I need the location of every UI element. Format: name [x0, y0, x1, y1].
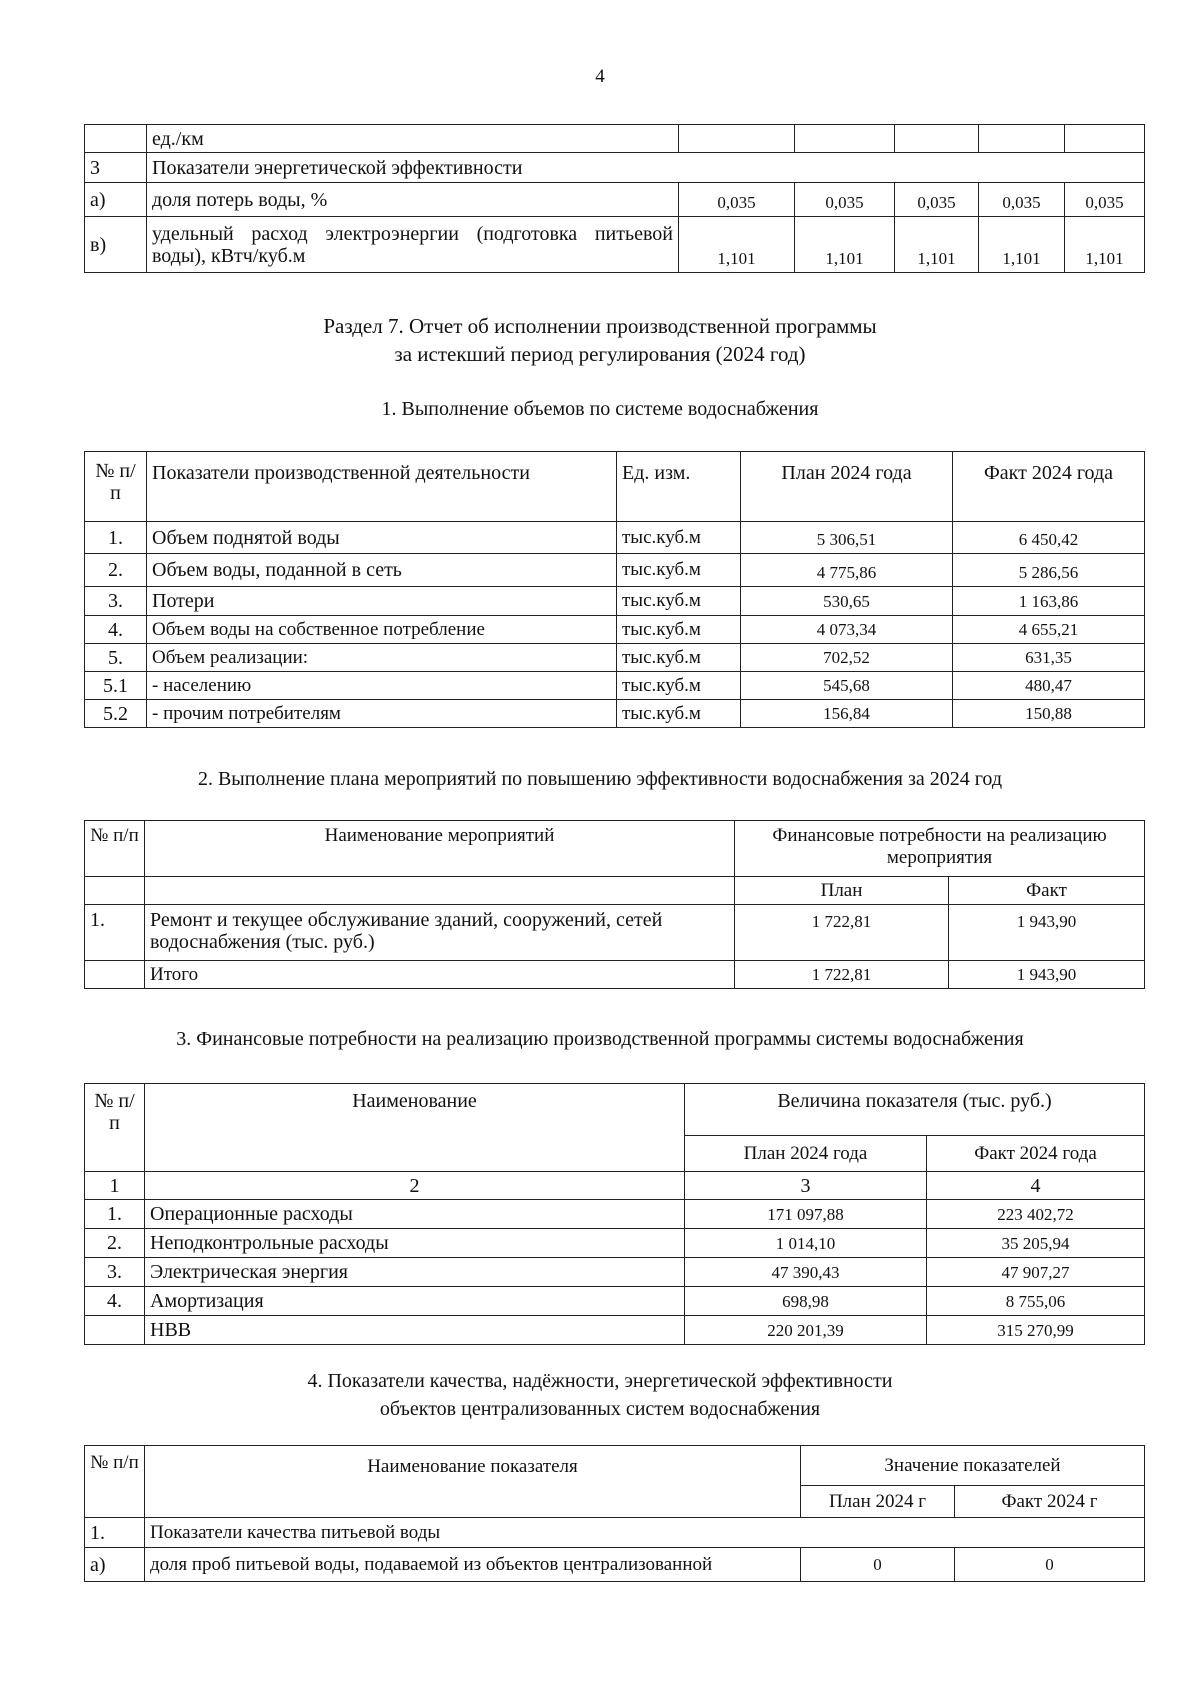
table-2-measures [84, 820, 1145, 989]
row-number: а) [85, 183, 147, 217]
row-name: НВВ [145, 1316, 685, 1345]
table-row [85, 1548, 1145, 1582]
row-number: 1. [85, 522, 147, 554]
col-header-name: Наименование показателя [145, 1446, 801, 1518]
value-cell [1065, 125, 1145, 153]
row-name: Показатели энергетической эффективности [147, 153, 1145, 183]
row-number: 4. [85, 1287, 145, 1316]
value-cell: 1,101 [979, 217, 1065, 273]
table-2-heading: 2. Выполнение плана мероприятий по повышению эффективности водоснабжения за 2024 год [197, 768, 1003, 790]
row-number: 1. [85, 1518, 145, 1548]
value-cell [979, 125, 1065, 153]
row-number: 3 [85, 153, 147, 183]
col-header-plan: План [735, 877, 949, 905]
row-fact: 47 907,27 [927, 1258, 1145, 1287]
value-cell [895, 125, 979, 153]
row-number: 5.2 [85, 700, 147, 728]
col-number: 3 [685, 1172, 927, 1200]
table-header-row [85, 452, 1145, 522]
row-number: 3. [85, 1258, 145, 1287]
table-row [85, 1287, 1145, 1316]
table-row [85, 1316, 1145, 1345]
col-header-num: № п/п [85, 1446, 145, 1518]
table-row [85, 183, 1145, 217]
table-header-row [85, 877, 1145, 905]
row-plan: 156,84 [741, 700, 953, 728]
row-unit: тыс.куб.м [617, 587, 741, 616]
col-header-plan: План 2024 года [741, 452, 953, 522]
table-row [85, 1518, 1145, 1548]
row-fact: 1 943,90 [949, 905, 1145, 961]
row-plan: 5 306,51 [741, 522, 953, 554]
row-number: 2. [85, 554, 147, 587]
row-unit: тыс.куб.м [617, 522, 741, 554]
row-number: а) [85, 1548, 145, 1582]
table-row [85, 644, 1145, 672]
table-row [85, 905, 1145, 961]
row-plan: 4 073,34 [741, 616, 953, 644]
value-cell: 1,101 [679, 217, 795, 273]
col-header-plan: План 2024 года [685, 1136, 927, 1172]
row-fact: 223 402,72 [927, 1200, 1145, 1229]
row-number: в) [85, 217, 147, 273]
value-cell: 0,035 [679, 183, 795, 217]
row-plan: 47 390,43 [685, 1258, 927, 1287]
row-name: Неподконтрольные расходы [145, 1229, 685, 1258]
row-name: доля потерь воды, % [147, 183, 679, 217]
value-cell: 1,101 [895, 217, 979, 273]
row-plan: 545,68 [741, 672, 953, 700]
col-number: 4 [927, 1172, 1145, 1200]
page-number: 4 [595, 66, 605, 87]
empty-cell [85, 877, 145, 905]
row-name: Амортизация [145, 1287, 685, 1316]
row-fact: 480,47 [953, 672, 1145, 700]
row-plan: 1 722,81 [735, 961, 949, 989]
row-plan: 698,98 [685, 1287, 927, 1316]
col-header-values: Значение показателей [801, 1446, 1145, 1486]
column-number-row [85, 1172, 1145, 1200]
table-1-volumes [84, 451, 1145, 728]
table-row [85, 522, 1145, 554]
row-plan: 530,65 [741, 587, 953, 616]
value-cell [795, 125, 895, 153]
row-fact: 5 286,56 [953, 554, 1145, 587]
table-1-heading: 1. Выполнение объемов по системе водоснабжения [381, 398, 819, 420]
row-plan: 220 201,39 [685, 1316, 927, 1345]
table-row [85, 1258, 1145, 1287]
row-number [85, 125, 147, 153]
value-cell: 0,035 [979, 183, 1065, 217]
table-row [85, 125, 1145, 153]
row-fact: 150,88 [953, 700, 1145, 728]
row-number: 5. [85, 644, 147, 672]
value-cell: 1,101 [1065, 217, 1145, 273]
row-fact: 4 655,21 [953, 616, 1145, 644]
row-name: Операционные расходы [145, 1200, 685, 1229]
section-subtitle: за истекший период регулирования (2024 год) [394, 342, 806, 366]
col-header-name: Наименование [145, 1084, 685, 1172]
row-name: Объем реализации: [147, 644, 617, 672]
table-4-heading-line2: объектов централизованных систем водоснабжения [379, 1398, 821, 1420]
row-fact: 6 450,42 [953, 522, 1145, 554]
row-fact: 35 205,94 [927, 1229, 1145, 1258]
row-name: Потери [147, 587, 617, 616]
row-unit: тыс.куб.м [617, 700, 741, 728]
col-header-fin: Финансовые потребности на реализацию мероприятия [735, 821, 1145, 877]
row-plan: 702,52 [741, 644, 953, 672]
row-name: Объем поднятой воды [147, 522, 617, 554]
row-name: Электрическая энергия [145, 1258, 685, 1287]
table-3-finance [84, 1083, 1145, 1345]
col-header-fact: Факт 2024 года [953, 452, 1145, 522]
table-row [85, 554, 1145, 587]
col-header-fact: Факт 2024 г [955, 1486, 1145, 1518]
row-plan: 171 097,88 [685, 1200, 927, 1229]
table-row [85, 961, 1145, 989]
row-name: удельный расход электроэнергии (подготовка питьевой воды), кВтч/куб.м [147, 217, 679, 273]
row-fact: 1 943,90 [949, 961, 1145, 989]
row-name: Показатели качества питьевой воды [145, 1518, 1145, 1548]
row-name: Ремонт и текущее обслуживание зданий, сооружений, сетей водоснабжения (тыс. руб.) [145, 905, 735, 961]
value-cell: 1,101 [795, 217, 895, 273]
row-number: 4. [85, 616, 147, 644]
row-plan: 1 014,10 [685, 1229, 927, 1258]
table-row [85, 587, 1145, 616]
row-number: 1. [85, 905, 145, 961]
row-number [85, 1316, 145, 1345]
row-unit: тыс.куб.м [617, 616, 741, 644]
row-number: 5.1 [85, 672, 147, 700]
table-header-row [85, 1446, 1145, 1486]
row-plan: 4 775,86 [741, 554, 953, 587]
row-unit: тыс.куб.м [617, 672, 741, 700]
row-number: 2. [85, 1229, 145, 1258]
row-name: Объем воды на собственное потребление [147, 616, 617, 644]
row-fact: 631,35 [953, 644, 1145, 672]
row-fact: 8 755,06 [927, 1287, 1145, 1316]
col-header-plan: План 2024 г [801, 1486, 955, 1518]
row-unit: тыс.куб.м [617, 644, 741, 672]
col-header-fact: Факт [949, 877, 1145, 905]
col-header-num: № п/п [85, 821, 145, 877]
col-number: 1 [85, 1172, 145, 1200]
row-name: ед./км [147, 125, 679, 153]
col-number: 2 [145, 1172, 685, 1200]
col-header-num: № п/п [85, 1084, 145, 1172]
row-number: 3. [85, 587, 147, 616]
col-header-num: № п/п [85, 452, 147, 522]
empty-cell [145, 877, 735, 905]
row-name: доля проб питьевой воды, подаваемой из объектов централизованной [145, 1548, 801, 1582]
table-row [85, 1229, 1145, 1258]
row-name: Итого [145, 961, 735, 989]
col-header-name: Наименование мероприятий [145, 821, 735, 877]
row-name: - населению [147, 672, 617, 700]
row-unit: тыс.куб.м [617, 554, 741, 587]
col-header-value: Величина показателя (тыс. руб.) [685, 1084, 1145, 1136]
table-row [85, 672, 1145, 700]
table-row [85, 1200, 1145, 1229]
row-fact: 1 163,86 [953, 587, 1145, 616]
table-row [85, 153, 1145, 183]
table-row [85, 616, 1145, 644]
table-3-heading: 3. Финансовые потребности на реализацию производственной программы системы водоснабжения [176, 1028, 1024, 1050]
row-number: 1. [85, 1200, 145, 1229]
row-fact: 315 270,99 [927, 1316, 1145, 1345]
row-plan: 0 [801, 1548, 955, 1582]
row-number [85, 961, 145, 989]
table-4-heading: 4. Показатели качества, надёжности, энергетической эффективности [307, 1370, 893, 1392]
row-plan: 1 722,81 [735, 905, 949, 961]
row-fact: 0 [955, 1548, 1145, 1582]
row-name: Объем воды, поданной в сеть [147, 554, 617, 587]
value-cell [679, 125, 795, 153]
row-name: - прочим потребителям [147, 700, 617, 728]
section-title: Раздел 7. Отчет об исполнении производственной программы [323, 314, 877, 338]
value-cell: 0,035 [895, 183, 979, 217]
col-header-fact: Факт 2024 года [927, 1136, 1145, 1172]
table-row [85, 700, 1145, 728]
table-row [85, 217, 1145, 273]
table-header-row [85, 1084, 1145, 1136]
table-4-quality [84, 1445, 1145, 1582]
table-header-row [85, 821, 1145, 877]
col-header-name: Показатели производственной деятельности [147, 452, 617, 522]
continuation-table [84, 124, 1145, 273]
col-header-unit: Ед. изм. [617, 452, 741, 522]
value-cell: 0,035 [1065, 183, 1145, 217]
value-cell: 0,035 [795, 183, 895, 217]
